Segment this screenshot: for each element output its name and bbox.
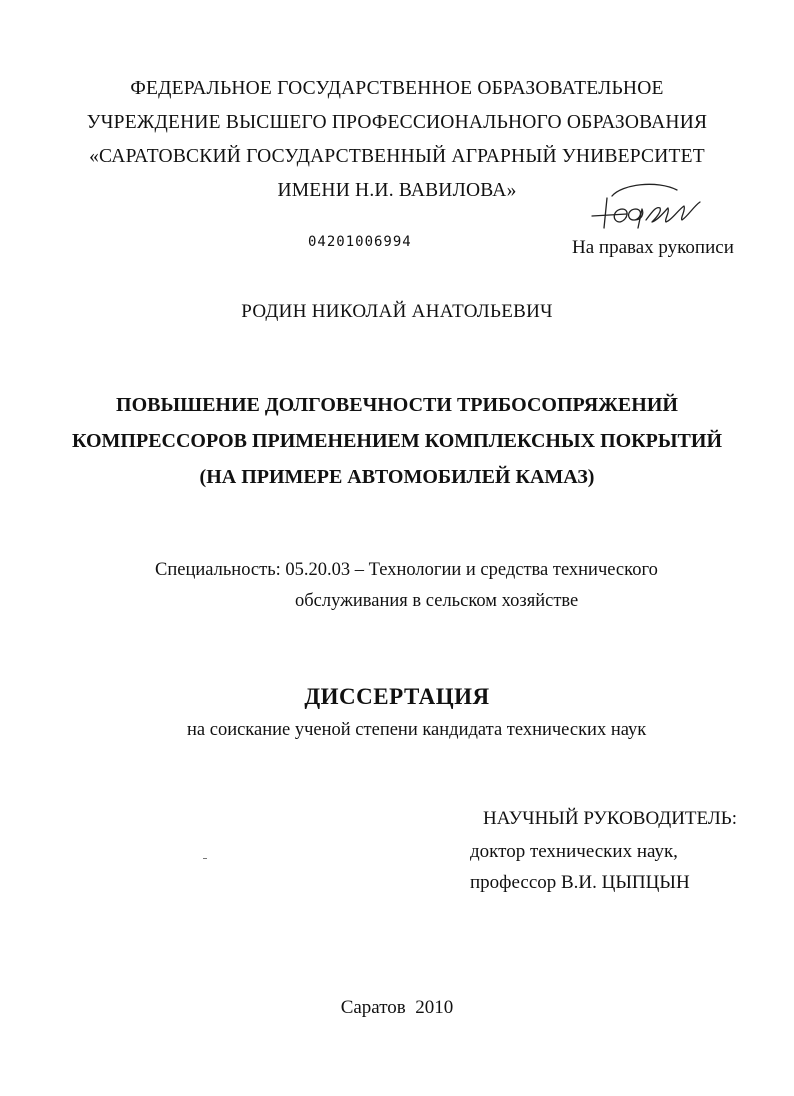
title-line-2: КОМПРЕССОРОВ ПРИМЕНЕНИЕМ КОМПЛЕКСНЫХ ПОКРЫТИЙ [71,430,722,452]
header-line-2: УЧРЕЖДЕНИЕ ВЫСШЕГО ПРОФЕССИОНАЛЬНОГО ОБРАЗОВАНИЯ [86,112,708,133]
dissertation-title [0,387,794,495]
degree-line: на соискание ученой степени кандидата технических наук [187,720,647,740]
specialty-line-2: обслуживания в сельском хозяйстве [295,591,579,611]
supervisor-heading: НАУЧНЫЙ РУКОВОДИТЕЛЬ: [483,808,737,829]
supervisor-name: профессор В.И. ЦЫПЦЫН [470,872,690,893]
manuscript-rights: На правах рукописи [572,237,734,258]
supervisor-title: доктор технических наук, [470,841,678,862]
header-line-4: ИМЕНИ Н.И. ВАВИЛОВА» [277,180,517,201]
city-year: Саратов 2010 [340,997,454,1018]
title-line-1: ПОВЫШЕНИЕ ДОЛГОВЕЧНОСТИ ТРИБОСОПРЯЖЕНИЙ [116,394,678,416]
registration-number: 04201006994 [308,234,412,250]
handwritten-signature [582,176,712,236]
author-name: РОДИН НИКОЛАЙ АНАТОЛЬЕВИЧ [241,301,553,322]
header-line-1: ФЕДЕРАЛЬНОЕ ГОСУДАРСТВЕННОЕ ОБРАЗОВАТЕЛЬНОЕ [130,78,664,99]
title-line-3: (НА ПРИМЕРЕ АВТОМОБИЛЕЙ КАМАЗ) [199,466,595,488]
header-line-3: «САРАТОВСКИЙ ГОСУДАРСТВЕННЫЙ АГРАРНЫЙ УНИВЕРСИТЕТ [89,146,705,167]
document-type: ДИССЕРТАЦИЯ [304,684,490,709]
specialty-line-1: Специальность: 05.20.03 – Технологии и средства технического [155,560,658,580]
scan-artifact [203,858,207,859]
